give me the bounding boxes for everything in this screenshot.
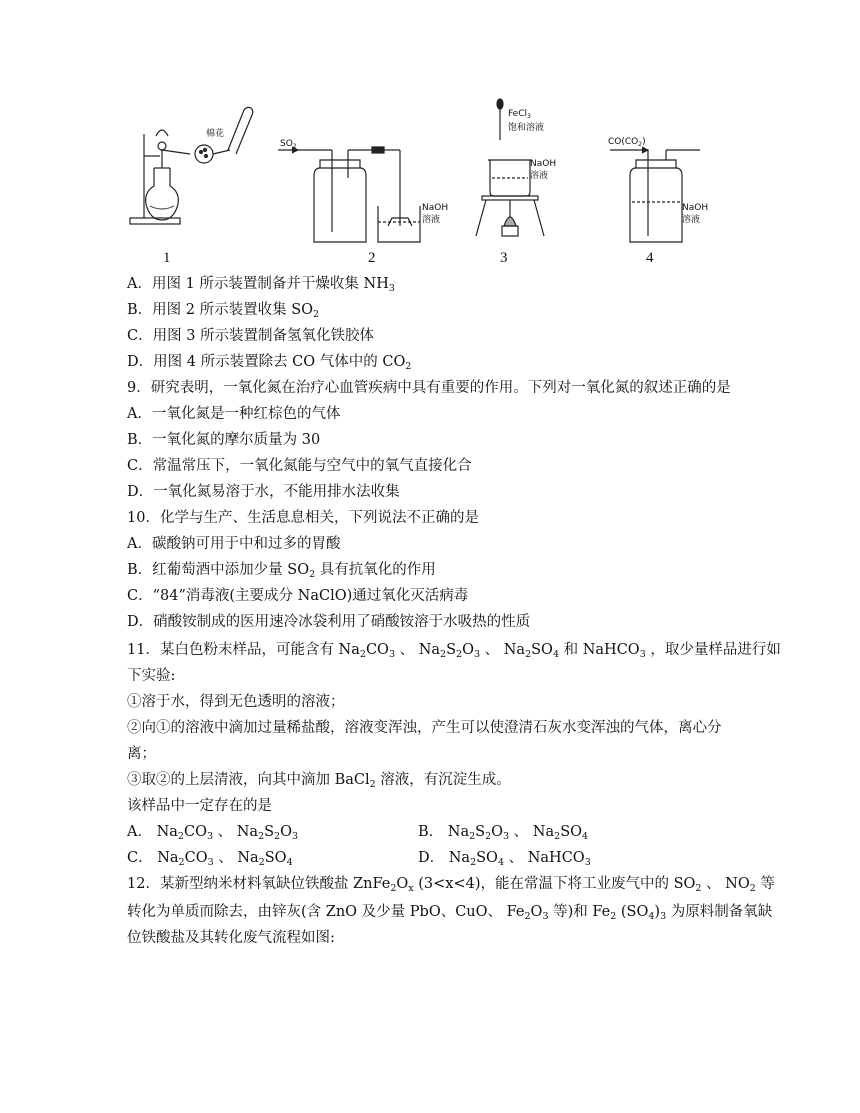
q12-line2: 转化为单质而除去，由锌灰(含 ZnO 及少量 PbO、CuO、 $Fe_2O_3$ 等)和 $Fe_2$ $(SO_4)_3$ 为原料制备氧缺 [127, 904, 773, 922]
q10-stem: 10．化学与生产、生活息息相关，下列说法不正确的是 [127, 510, 479, 526]
label-solution-3: 溶液 [530, 171, 549, 181]
label-so2-a: $SO_2$ [280, 139, 297, 150]
q11-step2-a: ②向①的溶液中滴加过量稀盐酸，溶液变浑浊，产生可以使澄清石灰水变浑浊的气体，离心分 [127, 720, 722, 736]
apparatus-4 [610, 150, 700, 242]
apparatus-2 [278, 147, 420, 242]
q9-option-b: B．一氧化氮的摩尔质量为 30 [127, 432, 321, 448]
q11-option-a: A． $Na_2CO_3$ 、 $Na_2S_2O_3$ [127, 824, 299, 842]
label-cotton: 棉花 [206, 129, 225, 139]
q12-line3: 位铁酸盐及其转化废气流程如图: [127, 930, 335, 946]
label-saturated: 饱和溶液 [508, 123, 545, 133]
q8-option-d: D．用图 4 所示装置除去 CO 气体中的 $CO_2$ [127, 354, 412, 372]
label-naoh-3: NaOH [530, 159, 557, 169]
q11-step2-b: 离； [127, 746, 156, 762]
figure-number-1: 1 [163, 250, 171, 266]
q11-ask: 该样品中一定存在的是 [127, 798, 272, 814]
q9-stem: 9．研究表明，一氧化氮在治疗心血管疾病中具有重要的作用。下列对一氧化氮的叙述正确的是 [127, 380, 731, 396]
label-fecl3: FeCl$_3$ [508, 109, 531, 120]
q11-option-d: D． $Na_2SO_4$ 、 NaHCO$_3$ [418, 850, 591, 868]
q9-option-d: D．一氧化氮易溶于水，不能用排水法收集 [127, 484, 400, 500]
q11-step1: ①溶于水，得到无色透明的溶液； [127, 694, 345, 710]
label-naoh-2: NaOH [422, 203, 449, 213]
q10-option-a: A．碳酸钠可用于中和过多的胃酸 [127, 536, 341, 552]
q9-option-a: A．一氧化氮是一种红棕色的气体 [127, 406, 341, 422]
q8-option-a: A．用图 1 所示装置制备并干燥收集 $NH_3$ [127, 276, 395, 294]
figure-number-3: 3 [500, 250, 508, 266]
q10-option-d: D．硝酸铵制成的医用速冷冰袋利用了硝酸铵溶于水吸热的性质 [127, 614, 531, 630]
label-solution-2: 溶液 [422, 215, 441, 225]
label-naoh-4: NaOH [682, 203, 709, 213]
q10-option-c: C．“84”消毒液(主要成分 NaClO)通过氧化灭活病毒 [127, 588, 469, 604]
q11-option-b: B． $Na_2S_2O_3$ 、 $Na_2SO_4$ [418, 824, 589, 842]
apparatus-1 [130, 107, 253, 224]
figure-number-4: 4 [646, 250, 654, 266]
label-solution-4: 溶液 [682, 215, 701, 225]
q11-stem-line1: 11．某白色粉末样品，可能含有 $Na_2CO_3$ 、 $Na_2S_2O_3$ 、 $Na_2SO_4$ 和 NaHCO$_3$ ，取少量样品进行如 [127, 642, 781, 660]
q8-option-b: B．用图 2 所示装置收集 $SO_2$ [127, 302, 320, 320]
q10-option-b: B．红葡萄酒中添加少量 $SO_2$ 具有抗氧化的作用 [127, 562, 436, 580]
apparatus-figure [120, 96, 740, 271]
q11-step3: ③取②的上层清液，向其中滴加 BaCl$_2$ 溶液，有沉淀生成。 [127, 772, 511, 790]
q11-option-c: C． $Na_2CO_3$ 、 $Na_2SO_4$ [127, 850, 293, 868]
q12-line1: 12．某新型纳米材料氧缺位铁酸盐 $ZnFe_2O_x$ (3<x<4)，能在常温下将工业废气中的 $SO_2$ 、 $NO_2$ 等 [127, 876, 775, 894]
label-co-co2: $CO(CO_2)$ [608, 137, 646, 148]
q8-option-c: C．用图 3 所示装置制备氢氧化铁胶体 [127, 328, 375, 344]
q11-stem-line2: 下实验: [127, 668, 176, 684]
q9-option-c: C．常温常压下，一氧化氮能与空气中的氧气直接化合 [127, 458, 472, 474]
figure-number-2: 2 [368, 250, 376, 266]
